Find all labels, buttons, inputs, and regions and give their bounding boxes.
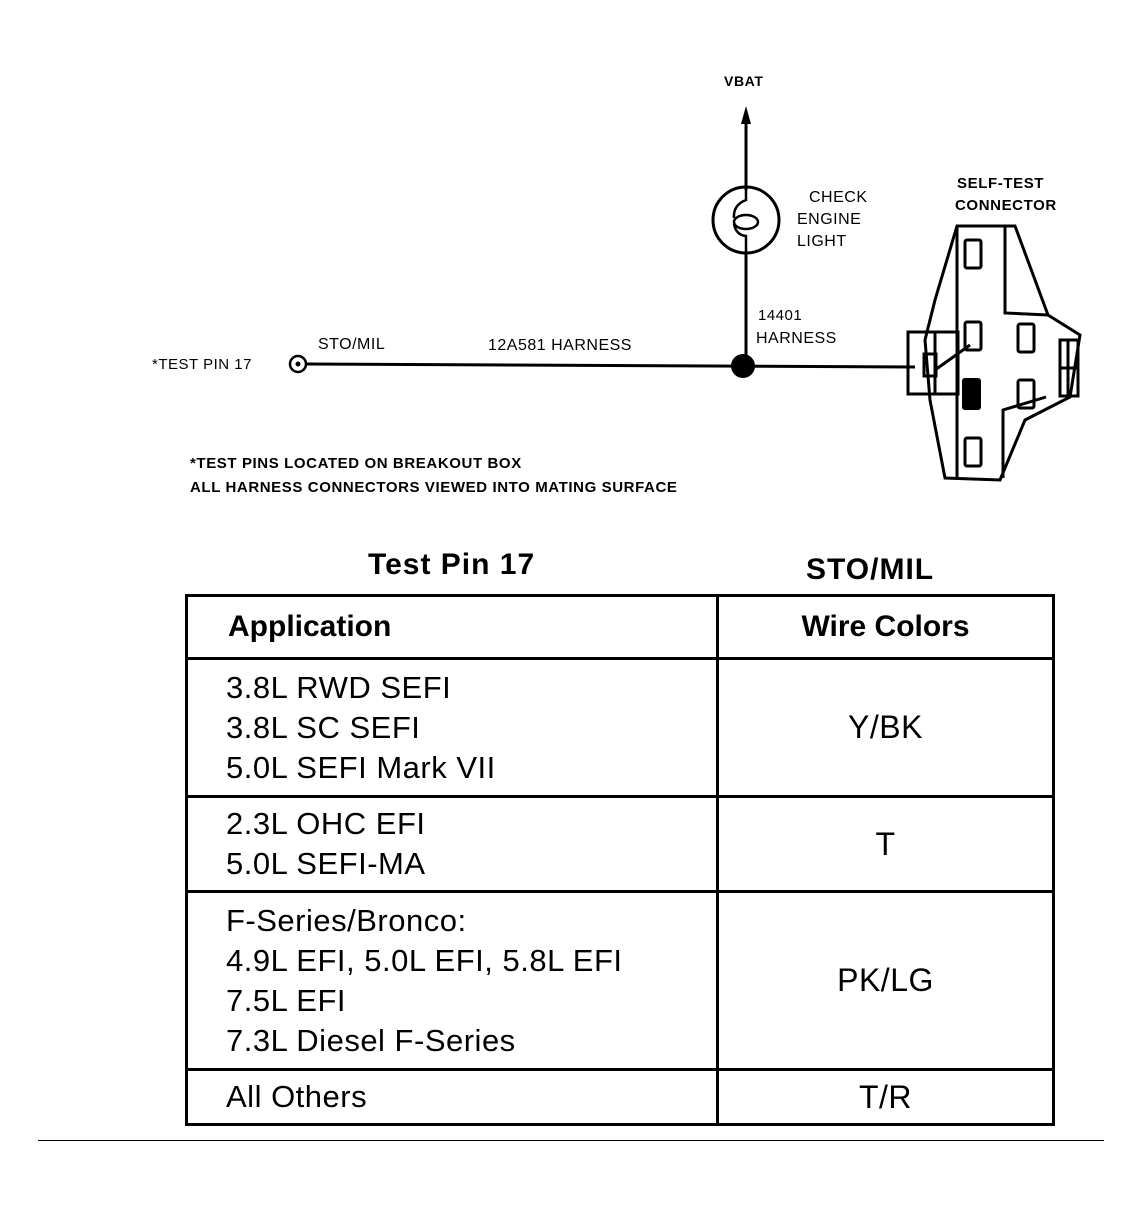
wire-color-cell: T xyxy=(718,797,1054,892)
application-cell xyxy=(187,659,718,797)
self-test-connector-label-line2: CONNECTOR xyxy=(955,197,1057,214)
harness-14401-label-line1: 14401 xyxy=(758,307,803,324)
wire-color-cell: Y/BK xyxy=(718,659,1054,797)
table-title-circuit: STO/MIL xyxy=(806,553,935,586)
application-line: F-Series/Bronco: xyxy=(226,902,467,938)
application-line: 5.0L SEFI Mark VII xyxy=(226,749,496,785)
application-line: 7.5L EFI xyxy=(226,982,347,1018)
bottom-divider xyxy=(38,1140,1104,1141)
table-row xyxy=(187,659,1054,797)
sto-mil-wire xyxy=(307,364,915,367)
connector-pin-17-icon xyxy=(962,378,981,410)
application-line: 4.9L EFI, 5.0L EFI, 5.8L EFI xyxy=(226,942,623,978)
application-line: All Others xyxy=(226,1079,368,1114)
table-row xyxy=(187,1070,1054,1125)
splice-dot-icon xyxy=(731,354,755,378)
application-line: 2.3L OHC EFI xyxy=(226,806,426,841)
self-test-connector-icon xyxy=(908,226,1080,480)
application-line: 5.0L SEFI-MA xyxy=(226,846,426,881)
wire-color-cell: T/R xyxy=(718,1070,1054,1125)
test-pin-label: *TEST PIN 17 xyxy=(152,356,252,373)
table-row xyxy=(187,892,1054,1070)
table-title-test-pin: Test Pin 17 xyxy=(368,548,536,581)
application-line: 3.8L RWD SEFI xyxy=(226,669,452,705)
application-line: 7.3L Diesel F-Series xyxy=(226,1022,516,1058)
harness-14401-label-line2: HARNESS xyxy=(756,330,837,347)
vbat-label: VBAT xyxy=(724,73,764,89)
wiring-diagram xyxy=(0,0,1141,520)
vbat-arrow-icon xyxy=(741,106,751,124)
application-cell xyxy=(187,892,718,1070)
application-line: 3.8L SC SEFI xyxy=(226,709,421,745)
check-engine-light-label-line2: ENGINE xyxy=(797,211,862,228)
check-engine-light-bulb-icon xyxy=(713,187,779,254)
note-harness-connectors: ALL HARNESS CONNECTORS VIEWED INTO MATING SURFACE xyxy=(190,479,678,496)
check-engine-light-label-line1: CHECK xyxy=(809,189,868,206)
check-engine-light-label-line3: LIGHT xyxy=(797,233,847,250)
header-wire-colors: Wire Colors xyxy=(718,596,1054,659)
table-row xyxy=(187,797,1054,892)
circuit-label: STO/MIL xyxy=(318,336,386,353)
wire-color-cell: PK/LG xyxy=(718,892,1054,1070)
table-header-row xyxy=(187,596,1054,659)
application-cell xyxy=(187,1070,718,1125)
harness-12a581-label: 12A581 HARNESS xyxy=(488,337,632,354)
header-application: Application xyxy=(187,596,718,659)
test-pin-icon xyxy=(290,356,306,372)
self-test-connector-label-line1: SELF-TEST xyxy=(957,175,1045,192)
wire-color-table xyxy=(185,594,1055,1126)
note-test-pins: *TEST PINS LOCATED ON BREAKOUT BOX xyxy=(190,455,522,472)
application-cell xyxy=(187,797,718,892)
